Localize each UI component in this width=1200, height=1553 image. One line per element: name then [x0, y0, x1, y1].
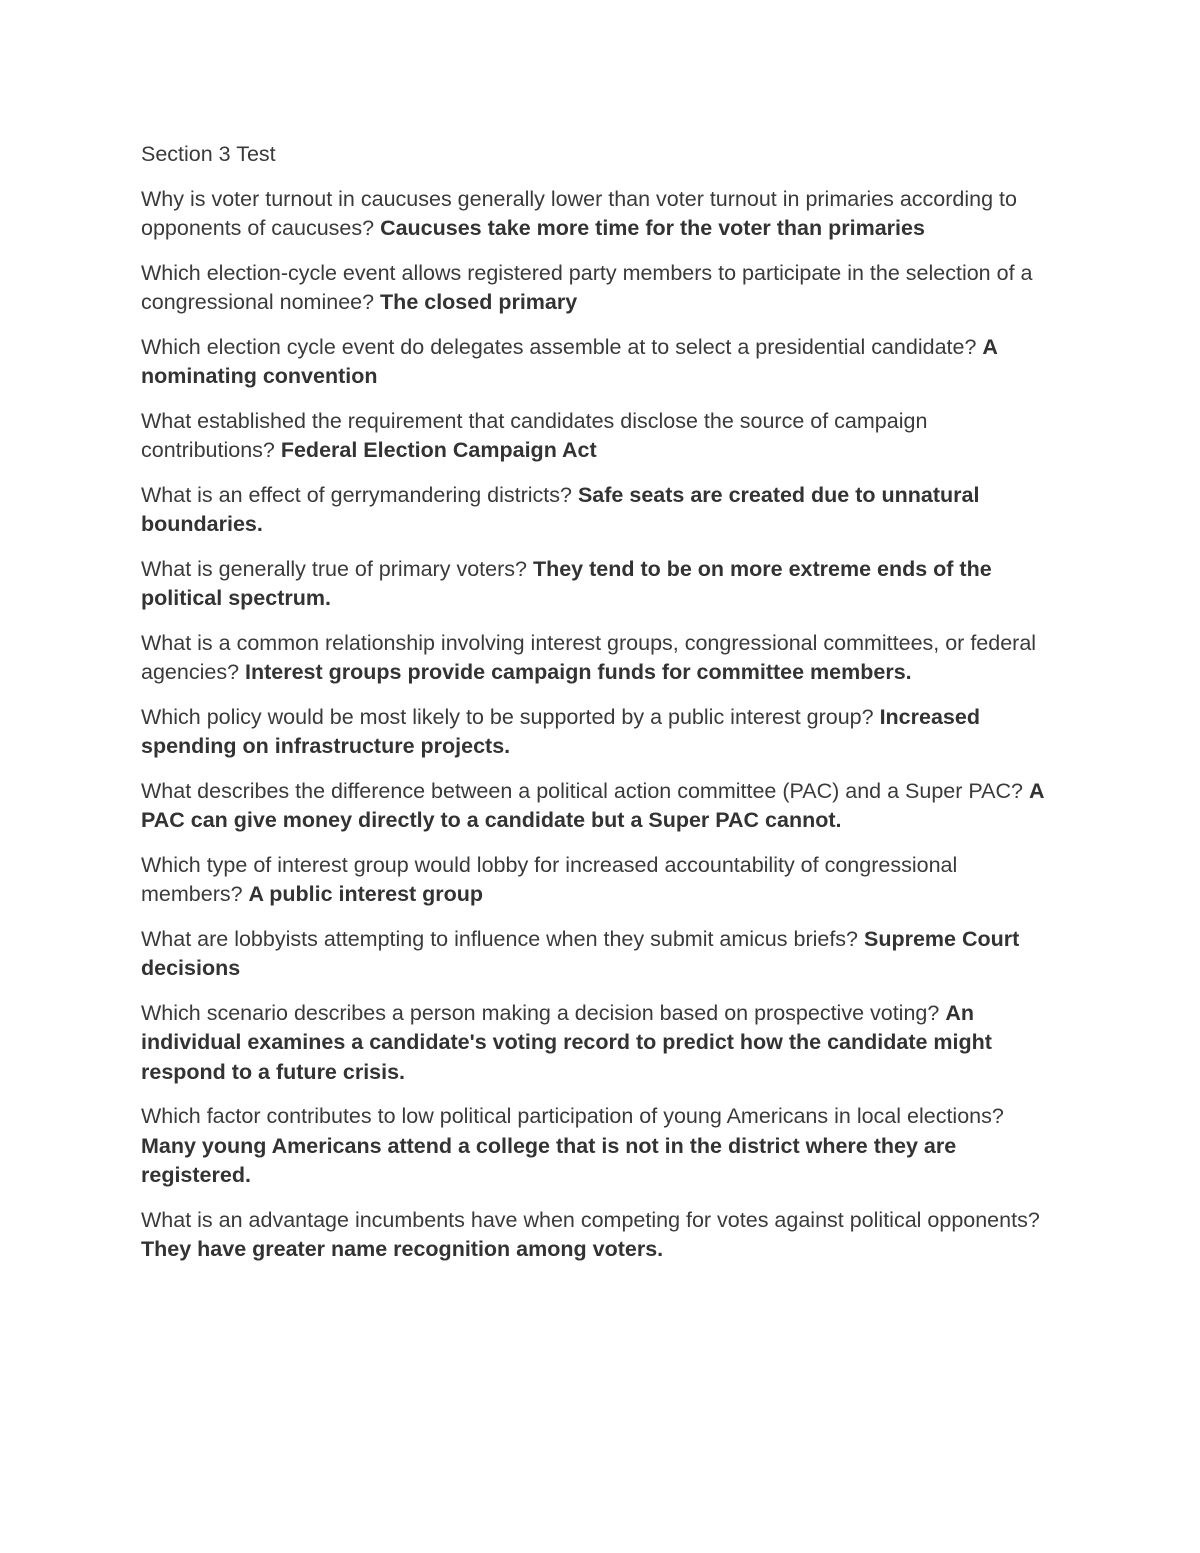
document-page	[141, 140, 1061, 1280]
qa-item-6	[141, 555, 1061, 614]
answer-text: Supreme Court decisions	[141, 926, 1020, 980]
answer-text: Caucuses take more time for the voter than primaries	[380, 216, 925, 240]
answer-text: Interest groups provide campaign funds for committee members.	[245, 660, 912, 684]
qa-item-9	[141, 777, 1061, 836]
qa-item-11	[141, 925, 1061, 984]
qa-item-8	[141, 703, 1061, 762]
qa-item-13	[141, 1102, 1061, 1191]
answer-text: An individual examines a candidate's voting record to predict how the candidate might respond to a future crisis.	[141, 1000, 992, 1084]
question-text: Which type of interest group would lobby for increased accountability of congressional members?	[141, 852, 958, 906]
answer-text: Federal Election Campaign Act	[280, 438, 597, 462]
answer-text: Increased spending on infrastructure projects.	[141, 704, 980, 758]
answer-text: A nominating convention	[141, 334, 998, 388]
qa-item-2	[141, 259, 1061, 318]
answer-text: They have greater name recognition among voters.	[141, 1237, 664, 1261]
qa-item-3	[141, 333, 1061, 392]
question-text: Which election cycle event do delegates assemble at to select a presidential candidate?	[141, 334, 983, 359]
qa-item-7	[141, 629, 1061, 688]
question-text: What is a common relationship involving interest groups, congressional committees, or federal agencies?	[141, 630, 1037, 684]
question-text: Which policy would be most likely to be supported by a public interest group?	[141, 704, 880, 729]
question-text: Which scenario describes a person making a decision based on prospective voting?	[141, 1000, 946, 1025]
question-text: What describes the difference between a political action committee (PAC) and a Super PAC?	[141, 778, 1029, 803]
question-text: Why is voter turnout in caucuses generally lower than voter turnout in primaries according to opponents of caucuses?	[141, 186, 1017, 240]
question-text: Which election-cycle event allows registered party members to participate in the selection of a congressional nominee?	[141, 260, 1033, 314]
answer-text: A public interest group	[248, 882, 484, 906]
question-text: What are lobbyists attempting to influence when they submit amicus briefs?	[141, 926, 864, 951]
qa-item-1	[141, 185, 1061, 244]
document-title: Section 3 Test	[141, 142, 276, 166]
qa-item-10	[141, 851, 1061, 910]
answer-text: A PAC can give money directly to a candidate but a Super PAC cannot.	[141, 778, 1044, 832]
question-text: Which factor contributes to low political participation of young Americans in local elections?	[141, 1104, 1004, 1128]
answer-text: The closed primary	[380, 290, 578, 314]
qa-item-14	[141, 1206, 1061, 1265]
qa-item-12	[141, 999, 1061, 1088]
question-text: What is an advantage incumbents have when competing for votes against political opponents?	[141, 1207, 1040, 1232]
question-text: What is an effect of gerrymandering districts?	[141, 482, 578, 507]
answer-text: Many young Americans attend a college that is not in the district where they are registered.	[141, 1133, 957, 1187]
answer-text: Safe seats are created due to unnatural boundaries.	[141, 482, 980, 536]
answer-text: They tend to be on more extreme ends of the political spectrum.	[141, 556, 992, 610]
question-text: What is generally true of primary voters?	[141, 556, 533, 581]
qa-item-4	[141, 407, 1061, 466]
qa-item-5	[141, 481, 1061, 540]
question-text: What established the requirement that candidates disclose the source of campaign contributions?	[141, 408, 928, 462]
